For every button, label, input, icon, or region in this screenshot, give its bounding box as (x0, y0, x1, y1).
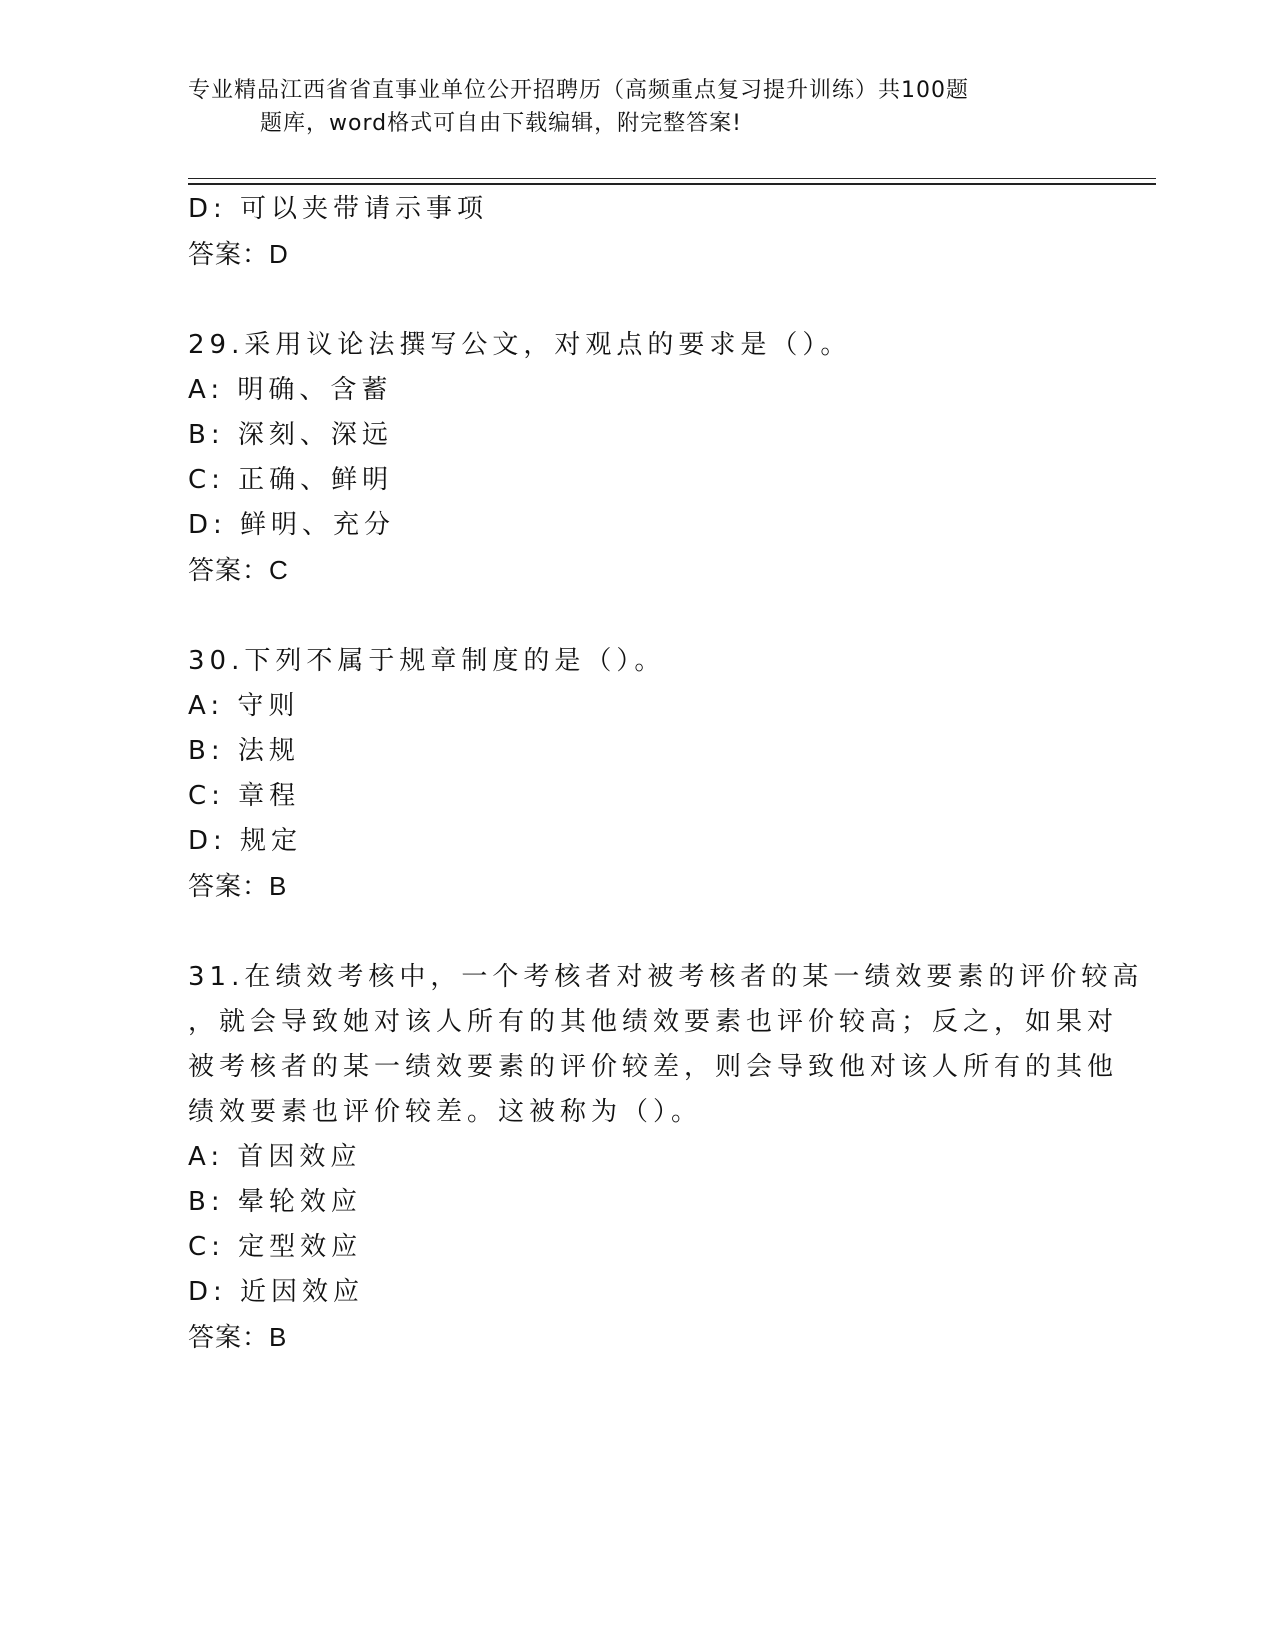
question-stem: 30.下列不属于规章制度的是（）。 (188, 646, 666, 676)
answer-line: 答案：B (188, 1322, 288, 1352)
header-rule-thick (188, 183, 1156, 185)
question-31 (188, 955, 1144, 1360)
option-c: C: 定型效应 (188, 1232, 363, 1262)
question-stem-line: 绩效要素也评价较差。这被称为（）。 (188, 1097, 703, 1127)
header-title-line2: 题库，word格式可自由下载编辑，附完整答案! (260, 111, 742, 136)
option-d: D: 鲜明、充分 (188, 510, 396, 540)
question-stem-line: 被考核者的某一绩效要素的评价较差，则会导致他对该人所有的其他 (188, 1052, 1119, 1082)
question-30 (188, 639, 1088, 909)
option-a: A: 守则 (188, 691, 300, 721)
header-rule-thin (188, 178, 1156, 179)
option-d: D: 规定 (188, 826, 303, 856)
question-list (188, 187, 1144, 1360)
option-d: D: 近因效应 (188, 1277, 365, 1307)
option-c: C: 正确、鲜明 (188, 465, 394, 495)
answer-line: 答案：B (188, 871, 288, 901)
answer-line: 答案：D (188, 239, 289, 269)
question-stem: 29.采用议论法撰写公文，对观点的要求是（）。 (188, 330, 852, 360)
page-header (188, 74, 1088, 140)
question-stem-line: 31.在绩效考核中，一个考核者对被考核者的某一绩效要素的评价较高 (188, 962, 1144, 992)
option-b: B: 深刻、深远 (188, 420, 393, 450)
option-a: A: 首因效应 (188, 1142, 362, 1172)
question-stem-line: ，就会导致她对该人所有的其他绩效要素也评价较高；反之，如果对 (188, 1007, 1119, 1037)
option-c: C: 章程 (188, 781, 301, 811)
option-d: D: 可以夹带请示事项 (188, 194, 489, 224)
answer-line: 答案：C (188, 555, 289, 585)
option-b: B: 晕轮效应 (188, 1187, 362, 1217)
header-title-line1: 专业精品江西省省直事业单位公开招聘历（高频重点复习提升训练）共100题 (188, 78, 969, 103)
question-29 (188, 323, 1088, 593)
option-b: B: 法规 (188, 736, 300, 766)
option-a: A: 明确、含蓄 (188, 375, 393, 405)
